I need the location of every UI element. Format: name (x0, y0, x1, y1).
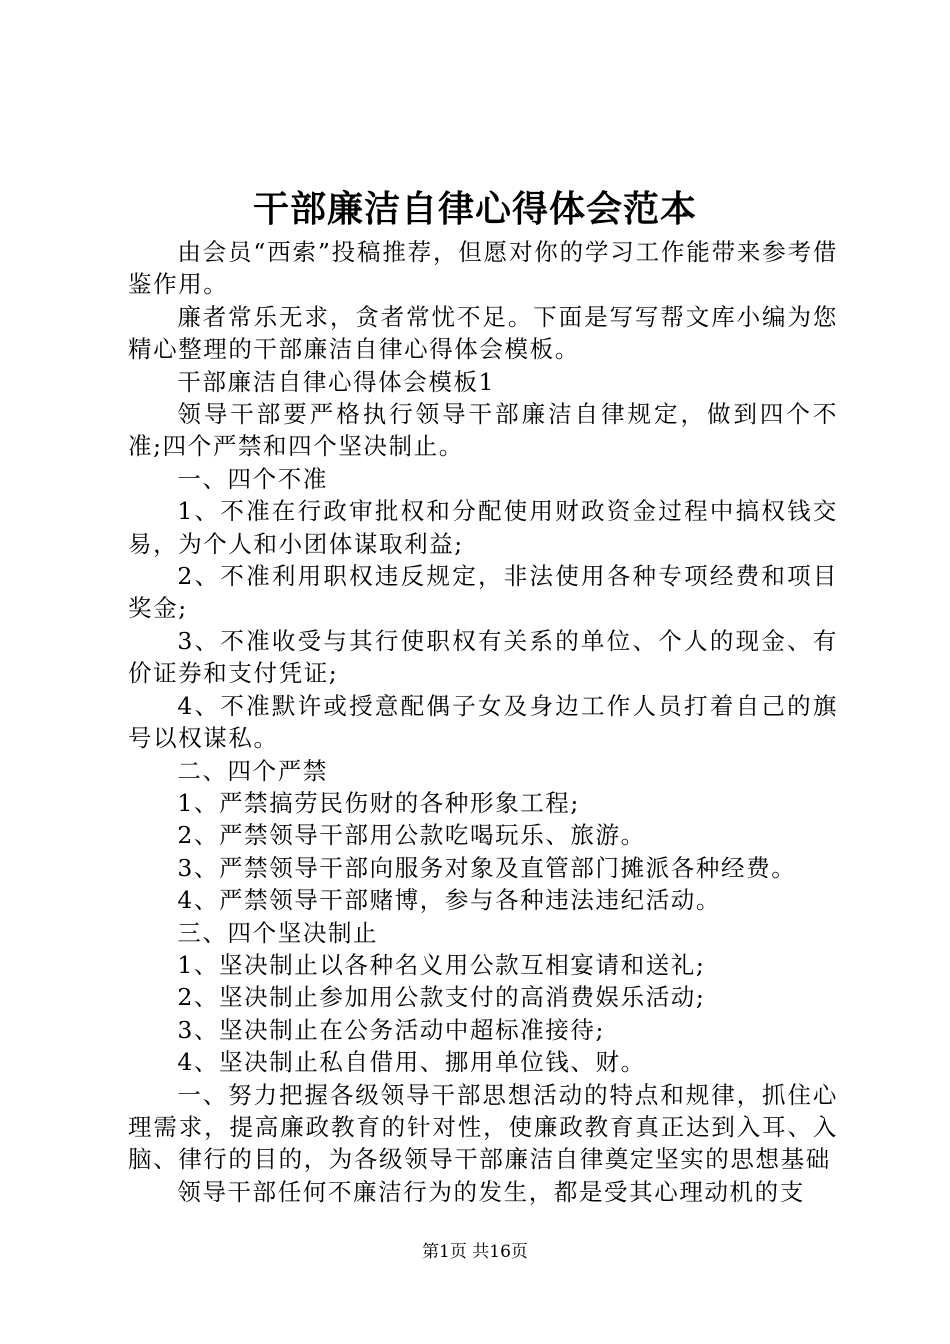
list-item: 1、不准在行政审批权和分配使用财政资金过程中搞权钱交易，为个人和小团体谋取利益; (128, 497, 838, 558)
section-heading: 一、四个不准 (177, 464, 328, 493)
list-item: 4、严禁领导干部赌博，参与各种违法违纪活动。 (177, 886, 721, 915)
section-heading: 三、四个坚决制止 (177, 918, 379, 947)
paragraph: 领导干部任何不廉洁行为的发生，都是受其心理动机的支 (177, 1177, 805, 1206)
list-item: 2、坚决制止参加用公款支付的高消费娱乐活动; (177, 983, 706, 1012)
section-heading: 二、四个严禁 (177, 756, 328, 785)
paragraph: 干部廉洁自律心得体会模板1 (177, 367, 496, 396)
list-item: 4、不准默许或授意配偶子女及身边工作人员打着自己的旗号以权谋私。 (128, 691, 838, 753)
paragraph: 廉者常乐无求，贪者常忧不足。下面是写写帮文库小编为您精心整理的干部廉洁自律心得体会模板。 (128, 302, 838, 364)
list-item: 3、严禁领导干部向服务对象及直管部门摊派各种经费。 (177, 853, 797, 882)
paragraph: 由会员“西索”投稿推荐，但愿对你的学习工作能带来参考借鉴作用。 (128, 238, 838, 299)
list-item: 2、严禁领导干部用公款吃喝玩乐、旅游。 (177, 821, 646, 850)
list-item: 3、坚决制止在公务活动中超标准接待; (177, 1015, 606, 1044)
list-item: 2、不准利用职权违反规定，非法使用各种专项经费和项目奖金; (128, 562, 838, 623)
list-item: 1、严禁搞劳民伤财的各种形象工程; (177, 788, 580, 817)
list-item: 3、不准收受与其行使职权有关系的单位、个人的现金、有价证券和支付凭证; (128, 626, 838, 688)
paragraph: 领导干部要严格执行领导干部廉洁自律规定，做到四个不准;四个严禁和四个坚决制止。 (128, 400, 838, 461)
list-item: 1、坚决制止以各种名义用公款互相宴请和送礼; (177, 950, 706, 979)
document-body (128, 236, 838, 1208)
page-number-footer: 第1页 共16页 (422, 1242, 528, 1262)
paragraph: 一、努力把握各级领导干部思想活动的特点和规律，抓住心理需求，提高廉政教育的针对性，使廉政教育真正达到入耳、入脑、律行的目的，为各级领导干部廉洁自律奠定坚实的思想基础 (128, 1080, 838, 1174)
list-item: 4、坚决制止私自借用、挪用单位钱、财。 (177, 1048, 646, 1077)
document-title: 干部廉洁自律心得体会范本 (252, 188, 697, 230)
